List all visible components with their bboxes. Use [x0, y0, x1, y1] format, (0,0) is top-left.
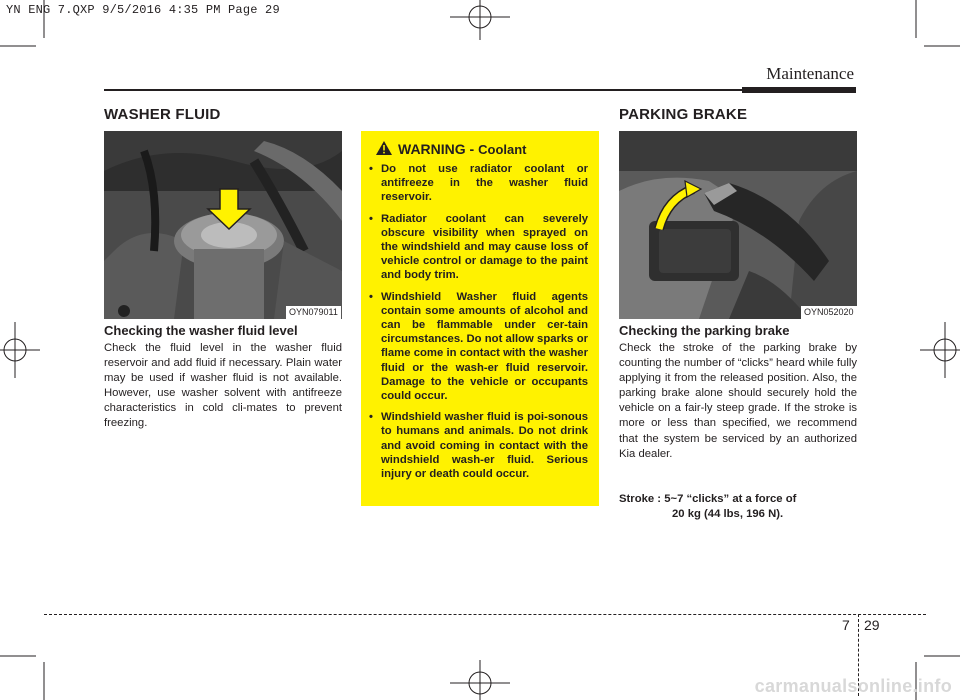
- image-code-washer: OYN079011: [286, 306, 341, 319]
- warning-item: • Do not use radiator coolant or antifreeze in the washer fluid reservoir.: [369, 162, 588, 205]
- warning-box: [361, 131, 599, 506]
- registration-mark-right: [920, 322, 960, 378]
- chapter-title: Maintenance: [766, 64, 854, 83]
- stroke-spec-line1: Stroke : 5~7 “clicks” at a force of: [619, 493, 797, 505]
- stroke-spec: [619, 492, 857, 522]
- stroke-spec-line2: 20 kg (44 lbs, 196 N).: [672, 508, 784, 520]
- subhead-washer: Checking the washer fluid level: [104, 323, 298, 338]
- washer-body-text: Check the fluid level in the washer fluid reservoir and add fluid if necessary. Plain water may be used if washer fluid is not available. However, use washer solvent with antifreeze characteristics in cold cli-mates to prevent freezing.: [104, 342, 342, 430]
- header-rule-tab: [742, 87, 856, 93]
- page-number: 29: [864, 617, 880, 633]
- warning-list: [369, 162, 588, 488]
- section-title-washer-fluid: WASHER FLUID: [104, 106, 221, 123]
- watermark: carmanualsonline.info: [754, 676, 952, 696]
- subhead-parking: Checking the parking brake: [619, 323, 790, 338]
- chapter-number: 7: [842, 617, 850, 633]
- parking-body-text: Check the stroke of the parking brake by counting the number of “clicks” heard while fully applying it from the released position. Also, the parking brake alone should securely hold the vehicle on a fair-ly steep grade. If the stroke is more or less than specified, we recommend that the system be serviced by an authorized Kia dealer.: [619, 342, 857, 460]
- print-stamp: YN ENG 7.QXP 9/5/2016 4:35 PM Page 29: [6, 3, 280, 17]
- warning-subtitle: Coolant: [478, 142, 527, 157]
- warning-item: • Windshield Washer fluid agents contain some amounts of alcohol and can be flammable under cer-tain circumstances. Do not allow sparks or flame come in contact with the washer fluid or the wash-er fluid reservoir. Damage to the vehicle or occupants could occur.: [369, 290, 588, 404]
- parking-brake-photo: [619, 131, 857, 319]
- washer-reservoir-illustration: [104, 131, 342, 319]
- warning-title: WARNING -: [398, 141, 475, 157]
- warning-icon: [375, 140, 393, 161]
- section-title-parking-brake: PARKING BRAKE: [619, 106, 748, 123]
- warning-item: • Windshield washer fluid is poi-sonous to humans and animals. Do not drink and avoid coming in contact with the windshield wash-er fluid. Serious injury or death could occur.: [369, 410, 588, 481]
- registration-mark-bottom: [450, 660, 510, 700]
- registration-mark-top: [450, 0, 510, 40]
- washer-reservoir-photo: [104, 131, 342, 319]
- parking-brake-illustration: [619, 131, 857, 319]
- registration-mark-left: [0, 322, 40, 378]
- footer-rule: [44, 614, 926, 615]
- image-code-parking: OYN052020: [801, 306, 857, 319]
- warning-item: • Radiator coolant can severely obscure visibility when sprayed on the windshield and may cause loss of vehicle control or damage to the paint and body trim.: [369, 212, 588, 283]
